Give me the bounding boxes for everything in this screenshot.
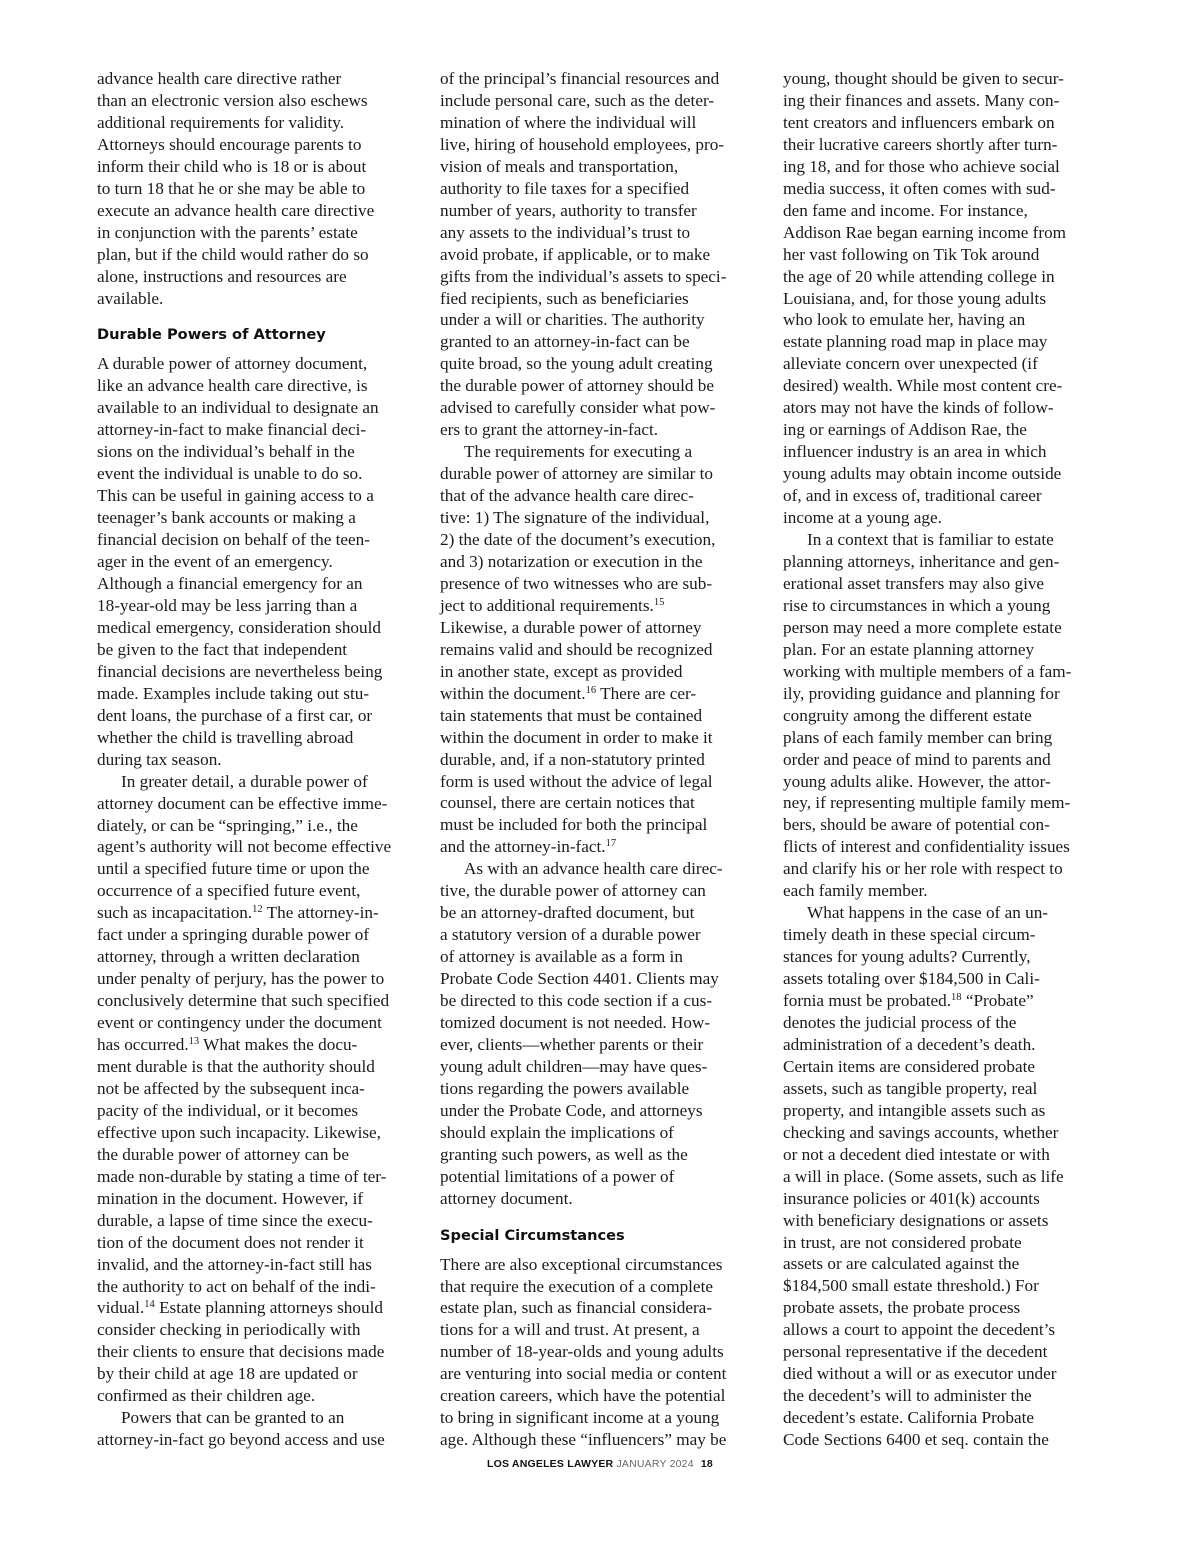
text-line: in trust, are not considered probate [783, 1232, 1022, 1252]
text-line: The requirements for executing a [464, 442, 693, 462]
text-line: bers, should be aware of potential con- [783, 815, 1050, 835]
text-line: are venturing into social media or content [440, 1364, 727, 1384]
text-line: not be affected by the subsequent inca- [97, 1078, 365, 1098]
text-line: with beneficiary designations or assets [783, 1210, 1049, 1230]
text-line: like an advance health care directive, is [97, 376, 368, 396]
section-heading-special-circumstances: Special Circumstances [440, 1226, 625, 1244]
text-line: each family member. [783, 881, 928, 901]
text-line: in conjunction with the parents’ estate [97, 222, 358, 242]
text-line: available. [97, 288, 164, 308]
text-line: ing or earnings of Addison Rae, the [783, 420, 1027, 440]
text-line: authority to file taxes for a specified [440, 178, 690, 198]
text-line: young adult children—may have ques- [440, 1056, 708, 1076]
text-line: made non-durable by stating a time of ter- [97, 1166, 387, 1186]
text-line [783, 990, 1105, 1012]
text-line: by their child at age 18 are updated or [97, 1364, 358, 1384]
text-line: administration of a decedent’s death. [783, 1034, 1036, 1054]
text-line: advance health care directive rather [97, 69, 342, 88]
text-segment: Estate planning attorneys should [154, 1298, 383, 1318]
text-line: Louisiana, and, for those young adults [783, 288, 1047, 308]
text-line: form is used without the advice of legal [440, 771, 713, 791]
text-line [440, 595, 762, 617]
text-line: under the Probate Code, and attorneys [440, 1100, 703, 1120]
text-line: young, thought should be given to secur- [783, 69, 1064, 88]
text-line: presence of two witnesses who are sub- [440, 573, 713, 593]
text-line: agent’s authority will not become effective [97, 837, 392, 857]
text-line: A durable power of attorney document, [97, 354, 368, 374]
text-line: decedent’s estate. California Probate [783, 1408, 1035, 1428]
text-line: tions for a will and trust. At present, a [440, 1320, 700, 1340]
footnote-16: 16 [585, 684, 597, 696]
text-line: rise to circumstances in which a young [783, 595, 1051, 615]
text-line: mination in the document. However, if [97, 1188, 364, 1208]
text-line: avoid probate, if applicable, or to make [440, 244, 711, 264]
text-line: be directed to this code section if a cus- [440, 991, 713, 1011]
text-line: died without a will or as executor under [783, 1364, 1057, 1384]
text-line: checking and savings accounts, whether [783, 1122, 1059, 1142]
text-line: den fame and income. For instance, [783, 200, 1028, 220]
text-line: alone, instructions and resources are [97, 266, 347, 286]
text-line: Powers that can be granted to an [121, 1408, 345, 1428]
text-line: ily, providing guidance and planning for [783, 683, 1060, 703]
text-line: 18-year-old may be less jarring than a [97, 595, 358, 615]
text-line: ment durable is that the authority should [97, 1056, 375, 1076]
text-line: should explain the implications of [440, 1122, 674, 1142]
text-line: financial decisions are nevertheless being [97, 661, 383, 681]
text-segment: fornia must be probated. [783, 991, 952, 1011]
text-line: $184,500 small estate threshold.) For [783, 1276, 1039, 1296]
text-line: their clients to ensure that decisions made [97, 1342, 385, 1362]
text-line: dent loans, the purchase of a first car, or [97, 705, 373, 725]
text-line: attorney-in-fact go beyond access and use [97, 1430, 385, 1450]
text-line [440, 683, 762, 705]
text-line: In greater detail, a durable power of [121, 771, 368, 791]
text-line: tive, the durable power of attorney can [440, 881, 706, 901]
text-line: Code Sections 6400 et seq. contain the [783, 1430, 1049, 1450]
text-line: attorney document can be effective imme- [97, 793, 388, 813]
text-line: desired) wealth. While most content cre- [783, 376, 1063, 396]
text-line [97, 1034, 419, 1056]
text-line: There are also exceptional circumstances [440, 1254, 723, 1274]
text-line: include personal care, such as the deter- [440, 90, 715, 110]
text-line: assets or are calculated against the [783, 1254, 1020, 1274]
section-heading-durable-powers: Durable Powers of Attorney [97, 326, 326, 344]
text-line: under penalty of perjury, has the power to [97, 969, 385, 989]
text-line: diately, or can be “springing,” i.e., the [97, 815, 358, 835]
text-line: insurance policies or 401(k) accounts [783, 1188, 1040, 1208]
text-line: ing their finances and assets. Many con- [783, 90, 1060, 110]
footnote-12: 12 [252, 904, 263, 916]
text-line: and 3) notarization or execution in the [440, 551, 703, 571]
text-line: her vast following on Tik Tok around [783, 244, 1040, 264]
text-line: remains valid and should be recognized [440, 639, 713, 659]
text-line: any assets to the individual’s trust to [440, 222, 691, 242]
text-line: tive: 1) The signature of the individual, [440, 508, 710, 528]
text-line: Although a financial emergency for an [97, 574, 363, 594]
text-line: potential limitations of a power of [440, 1166, 675, 1186]
text-line: creation careers, which have the potential [440, 1386, 726, 1406]
text-line: person may need a more complete estate [783, 617, 1062, 637]
text-line: inform their child who is 18 or is about [97, 156, 367, 176]
text-line: must be included for both the principal [440, 815, 708, 835]
text-line: the age of 20 while attending college in [783, 266, 1055, 286]
text-line: ever, clients—whether parents or their [440, 1034, 704, 1054]
text-column-3 [783, 68, 1105, 1451]
text-segment: “Probate” [961, 991, 1034, 1011]
text-line: a statutory version of a durable power [440, 925, 701, 945]
text-line: be an attorney-drafted document, but [440, 903, 695, 923]
text-line: in another state, except as provided [440, 661, 683, 681]
text-line: the decedent’s will to administer the [783, 1386, 1032, 1406]
text-segment: has occurred. [97, 1035, 189, 1055]
text-line: within the document in order to make it [440, 727, 713, 747]
text-segment: The attorney-in- [262, 903, 379, 923]
text-line: quite broad, so the young adult creating [440, 354, 713, 374]
text-line: media success, it often comes with sud- [783, 178, 1056, 198]
footnote-15: 15 [653, 597, 665, 609]
page-footer [0, 1458, 1200, 1470]
text-line: number of years, authority to transfer [440, 200, 697, 220]
text-line: gifts from the individual’s assets to speci- [440, 266, 727, 286]
text-line: denotes the judicial process of the [783, 1012, 1017, 1032]
text-line [97, 902, 419, 924]
text-line: fact under a springing durable power of [97, 925, 370, 945]
text-line: tion of the document does not render it [97, 1232, 364, 1252]
text-line: order and peace of mind to parents and [783, 749, 1051, 769]
text-column-1 [97, 68, 419, 1451]
text-line: durable power of attorney are similar to [440, 464, 713, 484]
text-line: and clarify his or her role with respect to [783, 859, 1063, 879]
text-line: tain statements that must be contained [440, 705, 703, 725]
text-line: probate assets, the probate process [783, 1298, 1021, 1318]
text-line: personal representative if the decedent [783, 1342, 1048, 1362]
text-line: the durable power of attorney can be [97, 1144, 349, 1164]
text-line: As with an advance health care direc- [464, 859, 723, 879]
text-line: In a context that is familiar to estate [807, 530, 1054, 550]
text-line: durable, and, if a non-statutory printed [440, 749, 705, 769]
text-line: planning attorneys, inheritance and gen- [783, 551, 1060, 571]
text-line: plans of each family member can bring [783, 727, 1053, 747]
text-line: whether the child is travelling abroad [97, 727, 354, 747]
text-line: confirmed as their children age. [97, 1386, 316, 1406]
text-line: tent creators and influencers embark on [783, 112, 1055, 132]
text-line: Addison Rae began earning income from [783, 222, 1067, 242]
text-line: Probate Code Section 4401. Clients may [440, 969, 719, 989]
text-line: pacity of the individual, or it becomes [97, 1100, 359, 1120]
text-line: tions regarding the powers available [440, 1078, 690, 1098]
text-line: congruity among the different estate [783, 705, 1032, 725]
text-line: medical emergency, consideration should [97, 617, 381, 637]
text-segment: vidual. [97, 1298, 145, 1318]
text-line: ing 18, and for those who achieve social [783, 156, 1060, 176]
text-segment: and the attorney-in-fact. [440, 837, 606, 857]
text-line: timely death in these special circum- [783, 925, 1036, 945]
text-line: flicts of interest and confidentiality issues [783, 837, 1070, 857]
text-line: number of 18-year-olds and young adults [440, 1342, 724, 1362]
text-line: who look to emulate her, having an [783, 310, 1026, 330]
text-line: ney, if representing multiple family mem- [783, 793, 1071, 813]
text-line: effective upon such incapacity. Likewise, [97, 1122, 381, 1142]
text-segment: within the document. [440, 683, 586, 703]
text-line: influencer industry is an area in which [783, 442, 1047, 462]
text-line: plan, but if the child would rather do so [97, 244, 369, 264]
text-line: young adults may obtain income outside [783, 464, 1062, 484]
text-line: property, and intangible assets such as [783, 1100, 1046, 1120]
text-line: live, hiring of household employees, pro- [440, 134, 725, 154]
text-line: until a specified future time or upon the [97, 859, 370, 879]
text-line: granted to an attorney-in-fact can be [440, 332, 690, 352]
text-line: assets, such as tangible property, real [783, 1078, 1038, 1098]
text-line: be given to the fact that independent [97, 639, 348, 659]
text-line: consider checking in periodically with [97, 1320, 361, 1340]
text-line [440, 836, 762, 858]
text-line: Likewise, a durable power of attorney [440, 617, 702, 637]
text-line: execute an advance health care directive [97, 200, 375, 220]
text-line: during tax season. [97, 749, 222, 769]
text-line: allows a court to appoint the decedent’s [783, 1320, 1056, 1340]
text-line: erational asset transfers may also give [783, 573, 1045, 593]
text-line: ager in the event of an emergency. [97, 552, 333, 572]
footnote-14: 14 [144, 1299, 155, 1311]
text-line: 2) the date of the document’s execution, [440, 530, 716, 550]
text-line: ators may not have the kinds of follow- [783, 398, 1054, 418]
text-line: under a will or charities. The authority [440, 310, 705, 330]
text-line: conclusively determine that such specified [97, 991, 390, 1011]
text-line: financial decision on behalf of the teen- [97, 530, 370, 550]
text-segment: There are cer- [596, 683, 697, 703]
text-line [97, 1297, 419, 1319]
text-line: granting such powers, as well as the [440, 1144, 688, 1164]
text-line: occurrence of a specified future event, [97, 881, 361, 901]
text-line: Attorneys should encourage parents to [97, 134, 362, 154]
text-line: attorney document. [440, 1188, 573, 1208]
text-line: assets totaling over $184,500 in Cali- [783, 969, 1040, 989]
text-line: working with multiple members of a fam- [783, 661, 1072, 681]
text-line: of the principal’s financial resources and [440, 69, 720, 88]
text-line: estate plan, such as financial considera- [440, 1298, 713, 1318]
text-line: invalid, and the attorney-in-fact still has [97, 1254, 372, 1274]
text-line: advised to carefully consider what pow- [440, 398, 716, 418]
text-segment: What makes the docu- [199, 1035, 358, 1055]
publication-name: LOS ANGELES LAWYER [487, 1458, 614, 1470]
text-line: event or contingency under the document [97, 1013, 382, 1033]
page-number: 18 [700, 1458, 713, 1470]
text-line: sions on the individual’s behalf in the [97, 442, 355, 462]
text-line: tomized document is not needed. How- [440, 1012, 711, 1032]
text-line: mination of where the individual will [440, 112, 697, 132]
text-line: durable, a lapse of time since the execu- [97, 1210, 373, 1230]
text-line: plan. For an estate planning attorney [783, 639, 1035, 659]
text-line: ers to grant the attorney-in-fact. [440, 420, 659, 440]
text-line: their lucrative careers shortly after turn- [783, 134, 1058, 154]
text-line: the durable power of attorney should be [440, 376, 714, 396]
text-line: available to an individual to designate an [97, 398, 379, 418]
footnote-17: 17 [605, 838, 617, 850]
text-segment: such as incapacitation. [97, 903, 253, 923]
text-line: alleviate concern over unexpected (if [783, 354, 1038, 374]
text-line: estate planning road map in place may [783, 332, 1048, 352]
text-line: teenager’s bank accounts or making a [97, 508, 356, 528]
text-line: to bring in significant income at a young [440, 1408, 720, 1428]
text-line: a will in place. (Some assets, such as life [783, 1166, 1064, 1186]
text-column-2 [440, 68, 762, 1451]
text-line: that of the advance health care direc- [440, 486, 694, 506]
text-line: counsel, there are certain notices that [440, 793, 695, 813]
text-line: made. Examples include taking out stu- [97, 683, 370, 703]
text-line: of attorney is available as a form in [440, 947, 683, 967]
issue-date: JANUARY 2024 [616, 1458, 694, 1470]
text-line: than an electronic version also eschews [97, 90, 368, 110]
footnote-13: 13 [188, 1036, 200, 1048]
text-line: attorney-in-fact to make financial deci- [97, 420, 367, 440]
text-line: attorney, through a written declaration [97, 947, 360, 967]
text-line: fied recipients, such as beneficiaries [440, 288, 689, 308]
text-line: to turn 18 that he or she may be able to [97, 178, 366, 198]
text-line: vision of meals and transportation, [440, 156, 679, 176]
text-line: or not a decedent died intestate or with [783, 1144, 1050, 1164]
text-segment: ject to additional requirements. [440, 595, 654, 615]
text-line: young adults alike. However, the attor- [783, 771, 1051, 791]
text-line: the authority to act on behalf of the indi- [97, 1276, 376, 1296]
text-line: of, and in excess of, traditional career [783, 486, 1042, 506]
text-line: additional requirements for validity. [97, 112, 345, 132]
text-line: stances for young adults? Currently, [783, 947, 1031, 967]
footnote-18: 18 [951, 992, 962, 1004]
text-line: that require the execution of a complete [440, 1276, 713, 1296]
text-line: This can be useful in gaining access to a [97, 486, 374, 506]
text-line: event the individual is unable to do so. [97, 464, 363, 484]
text-line: age. Although these “influencers” may be [440, 1430, 727, 1450]
text-line: income at a young age. [783, 508, 942, 528]
text-line: What happens in the case of an un- [807, 903, 1049, 923]
text-line: Certain items are considered probate [783, 1056, 1035, 1076]
